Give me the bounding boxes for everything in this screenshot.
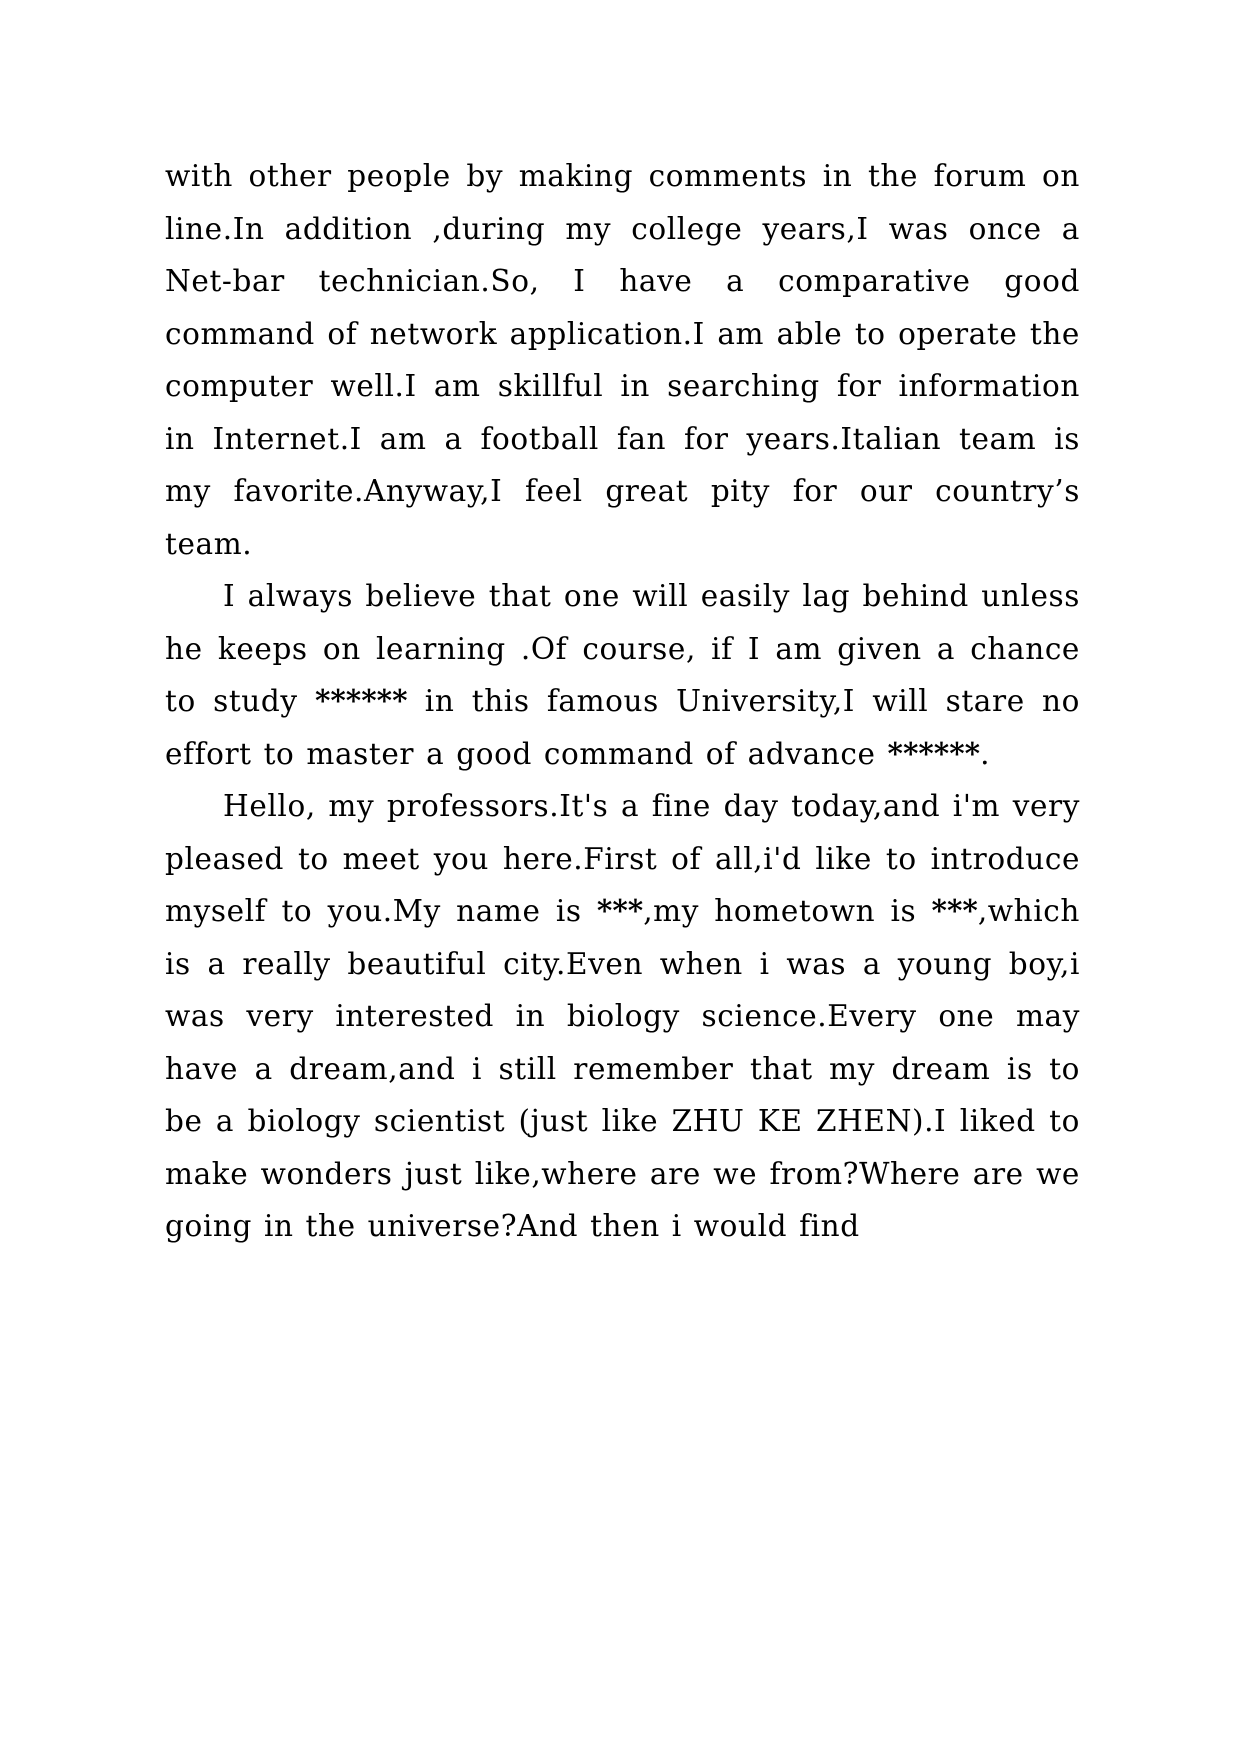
redacted-text: ****** (314, 683, 408, 718)
paragraph (165, 780, 1080, 1253)
text-run: I always believe that one will easily lag behind unless he keeps on learning .Of course, if I am given a chance to study (165, 579, 1080, 718)
text-run: with other people by making comments in the forum on line.In addition ,during my college years,I was once a Net-bar technician.So, I have a comparative good command of network application.I am able to operate the computer well.I am skillful in searching for information in Internet.I am a football fan for years.Italian team is my favorite.Anyway,I feel great pity for our country’s team. (165, 159, 1080, 561)
text-run: ,my hometown is (643, 894, 932, 928)
text-run: Hello, my professors.It's a fine day today,and i'm very pleased to meet you here.First of all,i'd like to introduce myself to you.My name is (165, 789, 1080, 928)
redacted-text: *** (596, 893, 644, 928)
paragraph (165, 570, 1080, 780)
text-run: in this famous University,I will stare no effort to master a good command of advance (165, 684, 1081, 771)
redacted-text: ****** (887, 735, 981, 771)
text-run: ,which is a really beautiful city.Even when i was a young boy,i was very interested in biology science.Every one may have a dream,and i still remember that my dream is to be a biology scientist (just like ZHU KE ZHEN).I liked to make wonders just like,where are we from?Where are we going in the universe?And then i would find (165, 894, 1080, 1243)
document-body (165, 150, 1080, 1253)
paragraph (165, 150, 1080, 570)
text-run: . (980, 736, 991, 771)
redacted-text: *** (931, 893, 978, 928)
